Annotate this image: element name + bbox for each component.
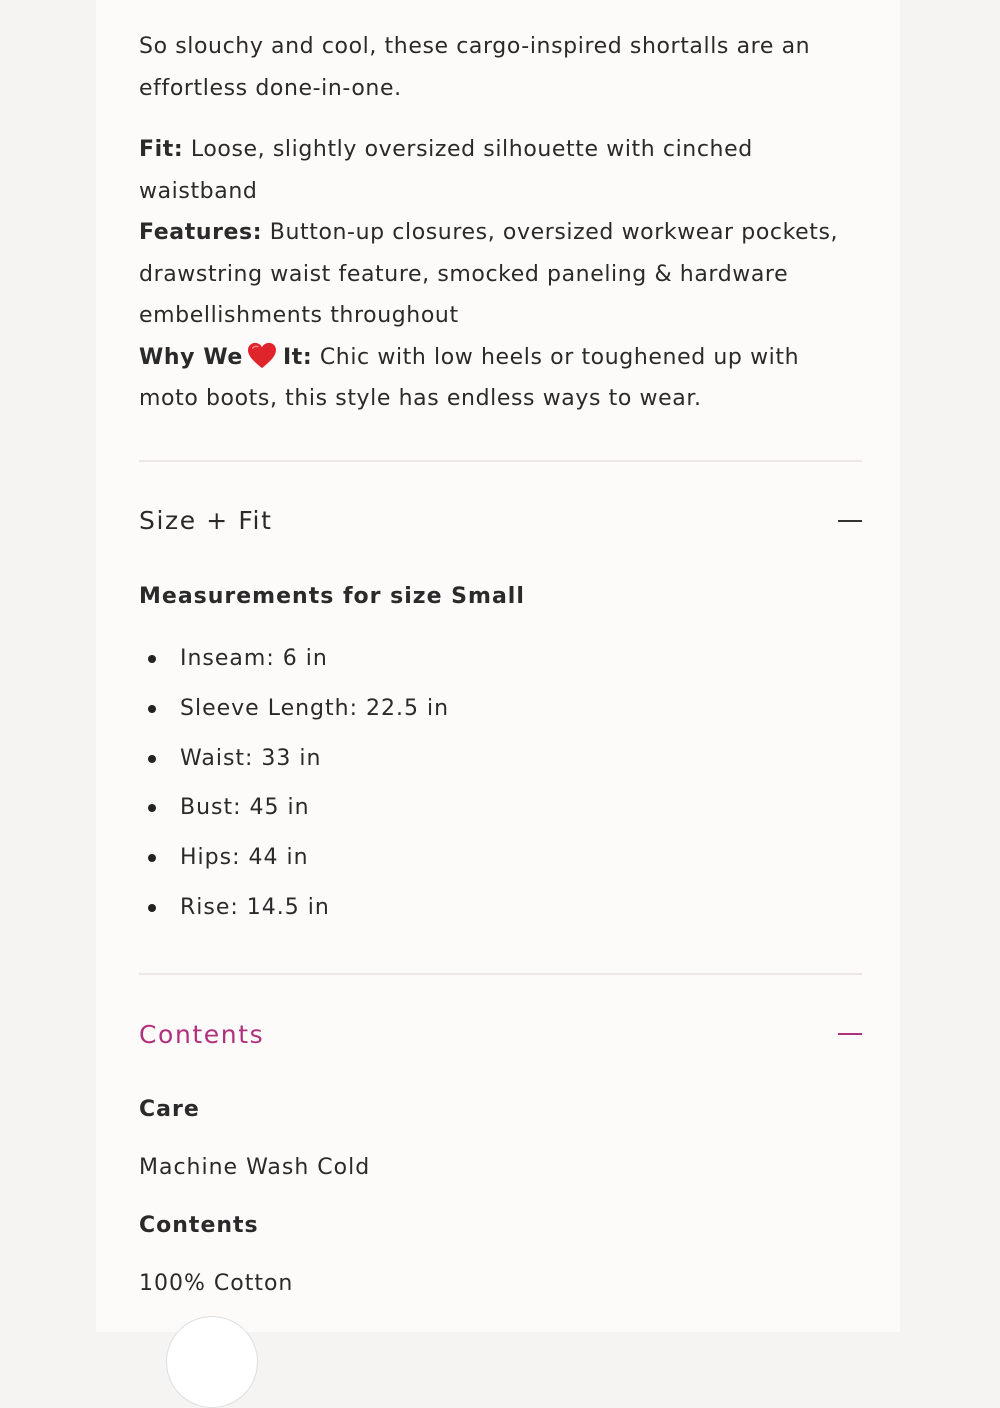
why-we-love-it-label <box>139 345 312 370</box>
why-label-end: It: <box>282 344 313 370</box>
fit-text: Loose, slightly oversized silhouette with cinched waistband <box>139 137 753 204</box>
why-text: Chic with low heels or toughened up with moto boots, this style has endless ways to wear. <box>139 344 800 411</box>
contents-accordion-title[interactable]: Contents <box>139 1020 265 1049</box>
list-item <box>139 693 449 743</box>
divider <box>139 460 862 462</box>
contents-heading: Contents <box>139 1213 259 1238</box>
care-text: Machine Wash Cold <box>139 1155 371 1180</box>
measurements-heading: Measurements for size Small <box>139 584 525 609</box>
product-intro <box>139 26 862 109</box>
bullet-icon <box>148 755 156 763</box>
measurement-text: Bust: 45 in <box>180 795 310 821</box>
intro-text: So slouchy and cool, these cargo-inspired shortalls are an effortless done-in-one. <box>139 34 811 101</box>
measurement-text: Sleeve Length: 22.5 in <box>180 695 450 721</box>
features-text: Button-up closures, oversized workwear pockets, drawstring waist feature, smocked paneling & hardware embellishments throughout <box>139 220 839 328</box>
list-item <box>139 892 449 942</box>
minus-icon[interactable] <box>838 520 862 522</box>
floating-circle-button[interactable] <box>166 1316 258 1408</box>
list-item <box>139 643 449 693</box>
product-description-details <box>139 129 862 420</box>
measurements-list <box>139 643 449 942</box>
bullet-icon <box>148 655 156 663</box>
measurement-text: Inseam: 6 in <box>180 646 328 671</box>
heart-icon <box>247 342 277 370</box>
list-item <box>139 842 449 892</box>
size-fit-accordion-title[interactable]: Size + Fit <box>139 506 273 535</box>
minus-icon[interactable] <box>838 1033 862 1035</box>
divider <box>139 973 862 975</box>
care-heading: Care <box>139 1097 200 1122</box>
list-item <box>139 743 449 793</box>
fit-label: Fit: <box>139 137 184 162</box>
bullet-icon <box>148 705 156 713</box>
list-item <box>139 792 449 842</box>
features-label: Features: <box>139 220 263 245</box>
bullet-icon <box>148 854 156 862</box>
contents-text: 100% Cotton <box>139 1271 294 1296</box>
measurement-text: Rise: 14.5 in <box>180 894 330 920</box>
bullet-icon <box>148 804 156 812</box>
measurement-text: Hips: 44 in <box>180 845 309 871</box>
bullet-icon <box>148 904 156 912</box>
measurement-text: Waist: 33 in <box>180 745 322 771</box>
why-label-start: Why We <box>139 344 243 370</box>
